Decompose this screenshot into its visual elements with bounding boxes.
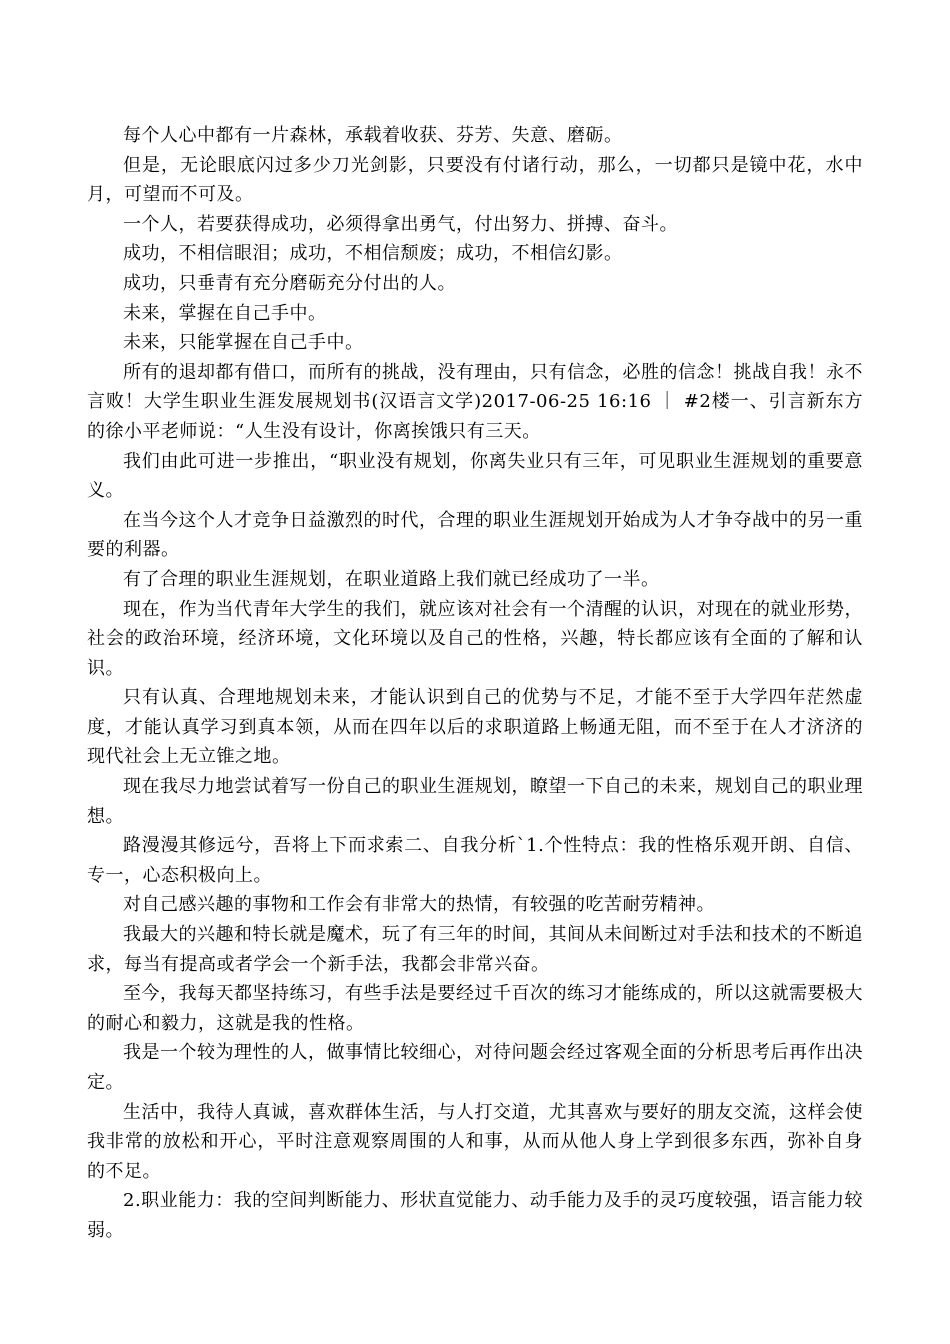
paragraph: 未来，掌握在自己手中。 [123,302,327,324]
paragraph: 至今，我每天都坚持练习，有些手法是要经过千百次的练习才能练成的，所以这就需要极大的耐心和毅力，这就是我的性格。 [87,983,863,1034]
paragraph: 有了合理的职业生涯规划，在职业道路上我们就已经成功了一半。 [123,568,660,590]
paragraph: 成功，不相信眼泪；成功，不相信颓废；成功，不相信幻影。 [123,243,623,265]
paragraph: 对自己感兴趣的事物和工作会有非常大的热情，有较强的吃苦耐劳精神。 [123,894,715,916]
paragraph: 现在，作为当代青年大学生的我们，就应该对社会有一个清醒的认识，对现在的就业形势，社会的政治环境，经济环境，文化环境以及自己的性格，兴趣，特长都应该有全面的了解和认识。 [87,598,863,679]
paragraph: 成功，只垂青有充分磨砺充分付出的人。 [123,272,456,294]
paragraph: 但是，无论眼底闪过多少刀光剑影，只要没有付诸行动，那么，一切都只是镜中花，水中月，可望而不可及。 [87,154,863,206]
document-body [87,121,863,1246]
paragraph: 在当今这个人才竞争日益激烈的时代，合理的职业生涯规划开始成为人才争夺战中的另一重要的利器。 [87,509,863,561]
paragraph: 我们由此可进一步推出，“职业没有规划，你离失业只有三年，可见职业生涯规划的重要意义。 [87,450,863,502]
paragraph: 未来，只能掌握在自己手中。 [123,332,364,354]
paragraph: 我是一个较为理性的人，做事情比较细心，对待问题会经过客观全面的分析思考后再作出决定。 [87,1042,863,1093]
paragraph: 现在我尽力地尝试着写一份自己的职业生涯规划，瞭望一下自己的未来，规划自己的职业理想。 [87,776,863,827]
paragraph: 只有认真、合理地规划未来，才能认识到自己的优势与不足，才能不至于大学四年茫然虚度，才能认真学习到真本领，从而在四年以后的求职道路上畅通无阻，而不至于在人才济济的现代社会上无立锥之地。 [87,687,863,768]
paragraph: 所有的退却都有借口，而所有的挑战，没有理由，只有信念，必胜的信念！挑战自我！永不言败！大学生职业生涯发展规划书(汉语言文学)2017-06-25 16:16 ｜ #2楼一、引言新东方的徐小平老师说：“人生没有设计，你离挨饿只有三天。 [87,361,863,442]
paragraph: 我最大的兴趣和特长就是魔术，玩了有三年的时间，其间从未间断过对手法和技术的不断追求，每当有提高或者学会一个新手法，我都会非常兴奋。 [87,924,863,975]
paragraph: 路漫漫其修远兮，吾将上下而求索二、自我分析`1.个性特点：我的性格乐观开朗、自信、专一，心态积极向上。 [87,835,863,886]
paragraph: 生活中，我待人真诚，喜欢群体生活，与人打交道，尤其喜欢与要好的朋友交流，这样会使我非常的放松和开心，平时注意观察周围的人和事，从而从他人身上学到很多东西，弥补自身的不足。 [87,1101,863,1182]
paragraph: 一个人，若要获得成功，必须得拿出勇气，付出努力、拼搏、奋斗。 [123,213,678,235]
paragraph: 2.职业能力：我的空间判断能力、形状直觉能力、动手能力及手的灵巧度较强，语言能力较弱。 [87,1190,863,1241]
paragraph: 每个人心中都有一片森林，承载着收获、芬芳、失意、磨砺。 [123,125,623,146]
